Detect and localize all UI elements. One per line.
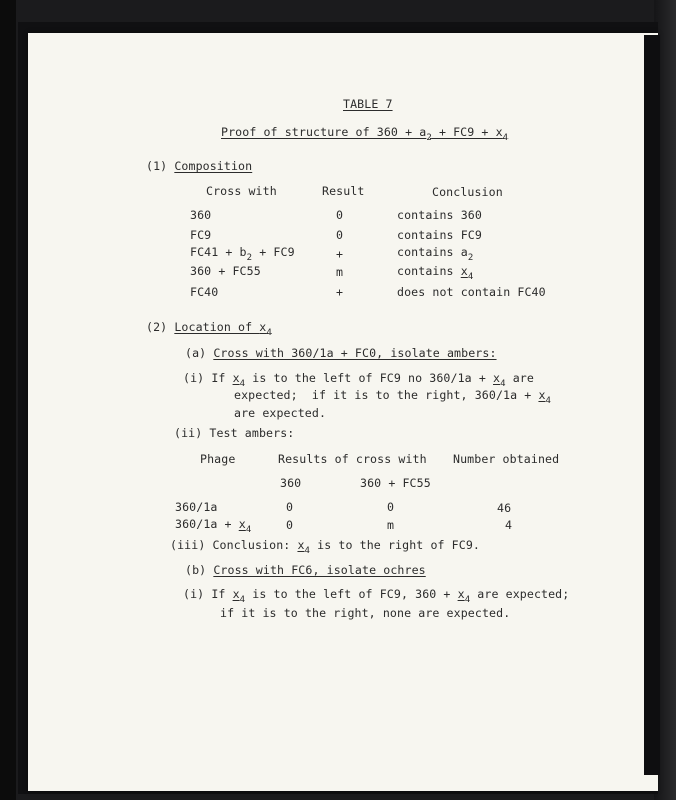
section-location-heading: (2) Location of $x_4$ (146, 320, 272, 338)
step-i-line1: (i) If $x_4$ is to the left of FC9 no $360/1a + x_4$ are (183, 371, 534, 389)
col-header-conclusion: Conclusion (432, 185, 503, 199)
row2-conclusion: contains FC9 (397, 228, 482, 242)
row1-cross: 360 (190, 208, 212, 222)
row5-conclusion: does not contain FC40 (397, 285, 546, 299)
amber-row2-c2: m (387, 518, 395, 532)
row4-conclusion: contains $x_4$ (397, 264, 474, 282)
step-b-i-line1: (i) If $x_4$ is to the left of FC9, $360 + x_4$ are expected; (183, 587, 570, 605)
row3-result: + (336, 247, 344, 261)
step-b-i-line2: if it is to the right, none are expected. (220, 606, 511, 620)
th-number: Number obtained (453, 452, 560, 466)
row5-result: + (336, 285, 344, 299)
amber-row2-c1: 0 (286, 518, 294, 532)
step-i-line3: are expected. (234, 406, 327, 420)
amber-row2-phage: $360/1a + x_4$ (175, 517, 252, 535)
subsection-a: (a) Cross with 360/1a + FC0, isolate ambers: (185, 346, 497, 360)
background-edge-left (0, 0, 16, 800)
amber-row2-number: 4 (505, 518, 513, 532)
amber-row1-number: 46 (497, 501, 512, 515)
amber-row1-c1: 0 (286, 500, 294, 514)
th-360-fc55: 360 + FC55 (360, 476, 431, 490)
row5-cross: FC40 (190, 285, 219, 299)
th-phage: Phage (200, 452, 236, 466)
step-i-line2: expected; if it is to the right, $360/1a + x_4$ (234, 388, 552, 406)
row3-conclusion: contains $a_2$ (397, 245, 474, 263)
page-edge-strip (644, 35, 660, 775)
th-results: Results of cross with (278, 452, 427, 466)
row1-conclusion: contains 360 (397, 208, 482, 222)
subsection-b: (b) Cross with FC6, isolate ochres (185, 563, 426, 577)
amber-row1-phage: 360/1a (175, 500, 218, 514)
step-iii: (iii) Conclusion: $x_4$ is to the right of FC9. (170, 538, 480, 556)
row3-cross: $FC41 + b_2 + FC9$ (190, 245, 295, 263)
step-ii: (ii) Test ambers: (174, 426, 295, 440)
row2-result: 0 (336, 228, 344, 242)
table-title: TABLE 7 (343, 97, 393, 111)
table-subtitle: Proof of structure of $360 + a_2 + FC9 + x_4$ (221, 125, 509, 143)
document-page (28, 33, 658, 791)
col-header-result: Result (322, 184, 365, 198)
th-360: 360 (280, 476, 302, 490)
section-composition-heading: (1) Composition (146, 159, 253, 173)
col-header-cross: Cross with (206, 184, 277, 198)
row2-cross: FC9 (190, 228, 212, 242)
row4-result: m (336, 265, 344, 279)
amber-row1-c2: 0 (387, 500, 395, 514)
row1-result: 0 (336, 208, 344, 222)
row4-cross: 360 + FC55 (190, 264, 261, 278)
